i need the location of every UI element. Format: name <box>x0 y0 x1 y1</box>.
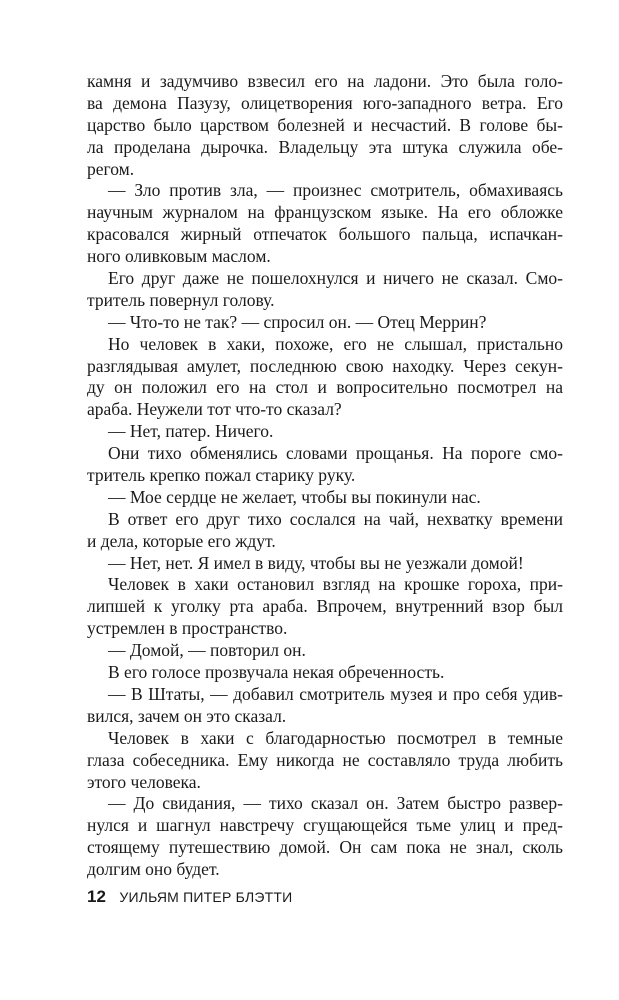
text-line: ла проделана дырочка. Владельцу эта штука служила обе- <box>87 136 563 157</box>
text-line: вился, зачем он это сказал. <box>87 705 287 726</box>
text-line: — Что-то не так? — спросил он. — Отец Меррин? <box>108 311 487 332</box>
text-line: долгим оно будет. <box>87 859 220 880</box>
text-line: Они тихо обменялись словами прощанья. На пороге смо- <box>108 443 563 464</box>
text-line: царство было царством болезней и несчастий. В голове бы- <box>87 114 563 135</box>
text-line: стоящему путешествию домой. Он сам пока не знал, сколь <box>87 837 563 858</box>
text-line: Человек в хаки остановил взгляд на крошке гороха, при- <box>108 574 563 595</box>
text-line: устремлен в пространство. <box>87 618 288 639</box>
text-line: В ответ его друг тихо сослался на чай, нехватку времени <box>108 508 563 529</box>
text-line: регом. <box>87 158 135 179</box>
text-line: — В Штаты, — добавил смотритель музея и про себя удив- <box>108 683 563 704</box>
text-line: Но человек в хаки, похоже, его не слышал, пристально <box>108 333 563 354</box>
text-line: — Домой, — повторил он. <box>108 640 306 661</box>
text-line: араба. Неужели тот что-то сказал? <box>87 399 342 420</box>
text-line: ва демона Пазузу, олицетворения юго-западного ветра. Его <box>87 92 563 113</box>
page-number: 12 <box>87 887 106 906</box>
text-line: — Нет, патер. Ничего. <box>108 421 274 442</box>
text-line: липшей к уголку рта араба. Впрочем, внутренний взор был <box>87 596 563 617</box>
text-line: глаза собеседника. Ему никогда не составляло труда любить <box>87 749 563 770</box>
text-line: научным журналом на французском языке. На его обложке <box>87 202 563 223</box>
text-line: разглядывая амулет, последнюю свою находку. Через секун- <box>87 355 563 376</box>
text-line: ду он положил его на стол и вопросительно посмотрел на <box>87 377 563 398</box>
text-line: этого человека. <box>87 771 201 792</box>
text-line: тритель повернул голову. <box>87 289 275 310</box>
text-line: и дела, которые его ждут. <box>87 530 276 551</box>
text-line: Человек в хаки с благодарностью посмотрел в темные <box>108 727 563 748</box>
text-line: Его друг даже не пошелохнулся и ничего не сказал. Смо- <box>108 268 563 289</box>
text-line: — Нет, нет. Я имел в виду, чтобы вы не уезжали домой! <box>108 552 524 573</box>
text-line: нулся и шагнул навстречу сгущающейся тьме улиц и пред- <box>87 815 563 836</box>
text-line: тритель крепко пожал старику руку. <box>87 465 356 486</box>
text-line: В его голосе прозвучала некая обреченность. <box>108 662 445 683</box>
text-line: ного оливковым маслом. <box>87 246 271 267</box>
text-line: красовался жирный отпечаток большого пальца, испачкан- <box>87 224 563 245</box>
page-footer <box>87 885 292 909</box>
text-line: — До свидания, — тихо сказал он. Затем быстро развер- <box>108 793 563 814</box>
text-line: камня и задумчиво взвесил его на ладони. Это была голо- <box>87 71 563 91</box>
text-line: — Мое сердце не желает, чтобы вы покинули нас. <box>108 486 481 507</box>
text-line: — Зло против зла, — произнес смотритель, обмахиваясь <box>108 180 563 201</box>
running-head-author: УИЛЬЯМ ПИТЕР БЛЭТТИ <box>119 889 293 905</box>
page-body-text <box>87 71 563 881</box>
